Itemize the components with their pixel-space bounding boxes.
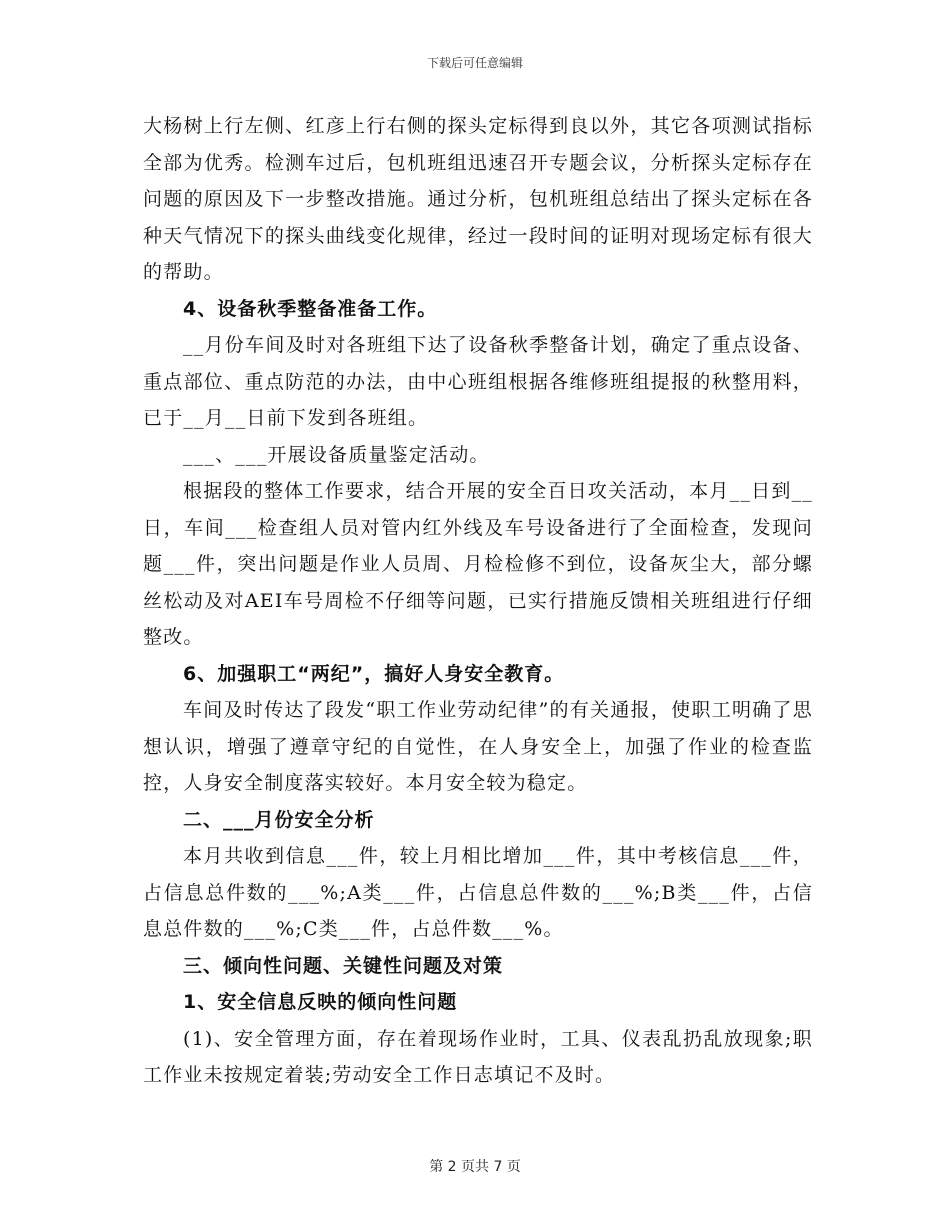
paragraph: __月份车间及时对各班组下达了设备秋季整备计划，确定了重点设备、重点部位、重点防范的办法，由中心班组根据各维修班组提报的秋整用料，已于__月__日前下发到各班组。 xyxy=(143,334,813,429)
paragraph: 本月共收到信息___件，较上月相比增加___件，其中考核信息___件，占信息总件数的___%;A类___件，占信息总件数的___%;B类___件，占信息总件数的___%;C类___件，占总件数___%。 xyxy=(143,845,813,940)
page-number: 第 2 页共 7 页 xyxy=(429,1159,521,1175)
paragraph: 车间及时传达了段发“职工作业劳动纪律”的有关通报，使职工明确了思想认识，增强了遵章守纪的自觉性，在人身安全上，加强了作业的检查监控，人身安全制度落实较好。本月安全较为稳定。 xyxy=(143,699,813,794)
paragraph: 根据段的整体工作要求，结合开展的安全百日攻关活动，本月__日到__日，车间___检查组人员对管内红外线及车号设备进行了全面检查，发现问题___件，突出问题是作业人员周、月检检修不到位，设备灰尘大，部分螺丝松动及对AEI车号周检不仔细等问题，已实行措施反馈相关班组进行仔细整改。 xyxy=(143,480,813,648)
section-heading: 二、___月份安全分析 xyxy=(183,808,375,831)
section-heading: 1、安全信息反映的倾向性问题 xyxy=(183,991,458,1013)
paragraph: 大杨树上行左侧、红彦上行右侧的探头定标得到良以外，其它各项测试指标全部为优秀。检测车过后，包机班组迅速召开专题会议，分析探头定标存在问题的原因及下一步整改措施。通过分析，包机班组总结出了探头定标在各种天气情况下的探头曲线变化规律，经过一段时间的证明对现场定标有很大的帮助。 xyxy=(143,115,813,283)
page-header: 下载后可任意编辑 xyxy=(426,56,523,70)
paragraph: (1)、安全管理方面，存在着现场作业时，工具、仪表乱扔乱放现象;职工作业未按规定着装;劳动安全工作日志填记不及时。 xyxy=(143,1027,813,1086)
section-heading: 三、倾向性问题、关键性问题及对策 xyxy=(183,954,504,977)
document-body xyxy=(143,108,813,1094)
paragraph: ___、___开展设备质量鉴定活动。 xyxy=(183,443,490,466)
section-heading: 4、设备秋季整备准备工作。 xyxy=(183,297,438,320)
section-heading: 6、加强职工“两纪”，搞好人身安全教育。 xyxy=(183,662,565,685)
